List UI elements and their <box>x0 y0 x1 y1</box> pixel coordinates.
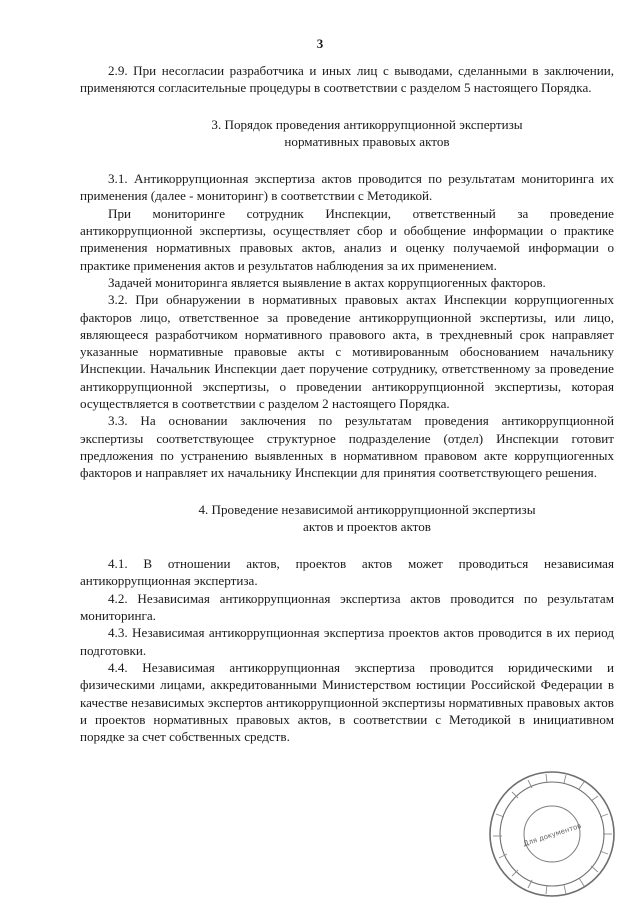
heading-line: 4. Проведение независимой антикоррупционной экспертизы <box>198 501 536 517</box>
section-4-heading <box>80 501 614 536</box>
stamp-center-text: Для документов <box>522 821 583 849</box>
paragraph-4-3: 4.3. Независимая антикоррупционная экспертиза проектов актов проводится в их период подготовки. <box>80 625 614 658</box>
paragraph-2-9: 2.9. При несогласии разработчика и иных лиц с выводами, сделанными в заключении, применяются согласительные процедуры в соответствии с разделом 5 настоящего Порядка. <box>80 63 614 96</box>
heading-line: 3. Порядок проведения антикоррупционной экспертизы <box>211 116 523 132</box>
paragraph-monitoring: При мониторинге сотрудник Инспекции, ответственный за проведение антикоррупционной экспертизы, осуществляет сбор и обобщение информации о практике применения нормативных правовых актов, анализ и оценку получаемой информации о практике применения актов и результатов наблюдения за их применением. <box>80 205 614 273</box>
page-number: 3 <box>316 36 324 51</box>
paragraph-3-2: 3.2. При обнаружении в нормативных правовых актах Инспекции коррупциогенных факторов лицо, ответственное за проведение антикоррупционной экспертизы, или лицо, являющееся разработчиком нормативного правового акта, в трехдневный срок направляет указанные нормативные правовые акты с мотивированным обоснованием начальнику Инспекции. Начальник Инспекции дает поручение сотруднику, ответственному за проведение антикоррупционной экспертизы, о проведении антикоррупционной экспертизы, которая осуществляется в соответствии с разделом 2 настоящего Порядка. <box>80 292 614 412</box>
paragraph-4-2: 4.2. Независимая антикоррупционная экспертиза актов проводится по результатам мониторинга. <box>80 590 614 624</box>
heading-line: нормативных правовых актов <box>284 133 450 149</box>
section-3-heading <box>80 116 614 151</box>
official-stamp <box>472 762 622 900</box>
paragraph-3-1: 3.1. Антикоррупционная экспертиза актов проводится по результатам мониторинга их применения (далее - мониторинг) в соответствии с Методикой. <box>80 171 614 204</box>
paragraph-4-4: 4.4. Независимая антикоррупционная экспертиза проводится юридическими и физическими лицами, аккредитованными Министерством юстиции Российской Федерации в качестве независимых экспертов антикоррупционной экспертизы нормативных правовых актов и проектов нормативных правовых актов, в соответствии с Методикой в инициативном порядке за счет собственных средств. <box>80 659 614 745</box>
paragraph-3-3: 3.3. На основании заключения по результатам проведения антикоррупционной экспертизы соответствующее структурное подразделение (отдел) Инспекции готовит предложения по устранению выявленных в нормативном правовом акте коррупциогенных факторов и направляет их начальнику Инспекции для принятия соответствующего решения. <box>80 413 614 481</box>
paragraph-4-1: 4.1. В отношении актов, проектов актов может проводиться независимая антикоррупционная экспертиза. <box>80 556 614 589</box>
paragraph-monitoring-task: Задачей мониторинга является выявление в актах коррупциогенных факторов. <box>108 274 546 290</box>
document-body <box>80 62 614 745</box>
heading-line: актов и проектов актов <box>303 518 431 534</box>
